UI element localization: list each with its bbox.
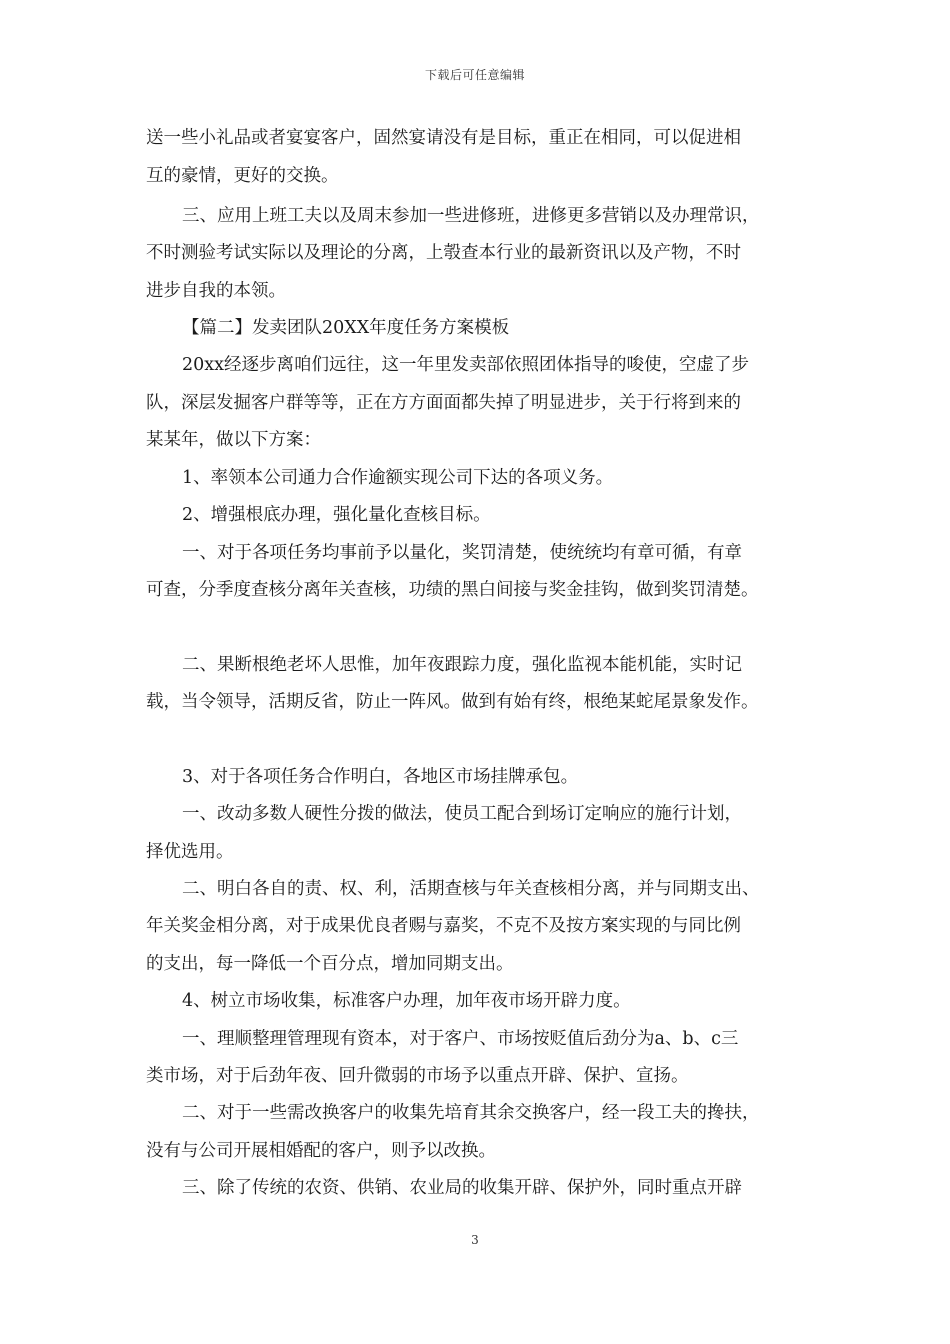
paragraph-line: 的支出，每一降低一个百分点，增加同期支出。 <box>146 954 514 974</box>
page-number: 3 <box>471 1233 479 1247</box>
paragraph-line: 三、应用上班工夫以及周末参加一些进修班，进修更多营销以及办理常识， <box>182 206 760 226</box>
paragraph-line: 年关奖金相分离，对于成果优良者赐与嘉奖，不克不及按方案实现的与同比例 <box>146 916 741 936</box>
paragraph-line: 1、率领本公司通力合作逾额实现公司下达的各项义务。 <box>182 468 614 488</box>
page-header: 下载后可任意编辑 <box>424 68 525 82</box>
paragraph-line: 一、对于各项任务均事前予以量化，奖罚清楚，使统统均有章可循，有章 <box>182 543 742 563</box>
paragraph-line: 2、增强根底办理，强化量化查核目标。 <box>182 505 491 525</box>
paragraph-line: 队，深层发掘客户群等等，正在方方面面都失掉了明显进步，关于行将到来的 <box>146 393 741 413</box>
paragraph-line: 二、果断根绝老坏人思惟，加年夜跟踪力度，强化监视本能机能，实时记 <box>182 655 742 675</box>
paragraph-line: 不时测验考试实际以及理论的分离，上彀查本行业的最新资讯以及产物，不时 <box>146 243 741 263</box>
paragraph-line: 三、除了传统的农资、供销、农业局的收集开辟、保护外，同时重点开辟 <box>182 1178 742 1198</box>
paragraph-line: 互的豪情，更好的交换。 <box>146 166 339 186</box>
paragraph-line: 一、改动多数人硬性分拨的做法，使员工配合到场订定响应的施行计划， <box>182 804 742 824</box>
paragraph-line: 20xx经逐步离咱们远往，这一年里发卖部依照团体指导的唆使，空虚了步 <box>182 355 750 375</box>
paragraph-line: 4、树立市场收集，标准客户办理，加年夜市场开辟力度。 <box>182 991 631 1011</box>
paragraph-line: 二、明白各自的责、权、利，活期查核与年关查核相分离，并与同期支出、 <box>182 879 760 899</box>
paragraph-line: 类市场，对于后劲年夜、回升微弱的市场予以重点开辟、保护、宣扬。 <box>146 1066 689 1086</box>
paragraph-line: 一、理顺整理管理现有资本，对于客户、市场按贬值后劲分为a、b、c三 <box>182 1029 739 1049</box>
paragraph-line: 送一些小礼品或者宴宴客户，固然宴请没有是目标，重正在相同，可以促进相 <box>146 128 741 148</box>
paragraph-line: 载，当令领导，活期反省，防止一阵风。做到有始有终，根绝某蛇尾景象发作。 <box>146 692 759 712</box>
paragraph-line: 择优选用。 <box>146 842 234 862</box>
paragraph-line: 没有与公司开展相婚配的客户，则予以改换。 <box>146 1141 496 1161</box>
paragraph-line: 可查，分季度查核分离年关查核，功绩的黑白间接与奖金挂钩，做到奖罚清楚。 <box>146 580 759 600</box>
paragraph-line: 二、对于一些需改换客户的收集先培育其余交换客户，经一段工夫的搀扶， <box>182 1103 760 1123</box>
paragraph-line: 进步自我的本领。 <box>146 281 286 301</box>
paragraph-line: 某某年，做以下方案： <box>146 430 321 450</box>
paragraph-line: 3、对于各项任务合作明白，各地区市场挂牌承包。 <box>182 767 579 787</box>
section-heading: 【篇二】发卖团队20XX年度任务方案模板 <box>182 318 510 338</box>
